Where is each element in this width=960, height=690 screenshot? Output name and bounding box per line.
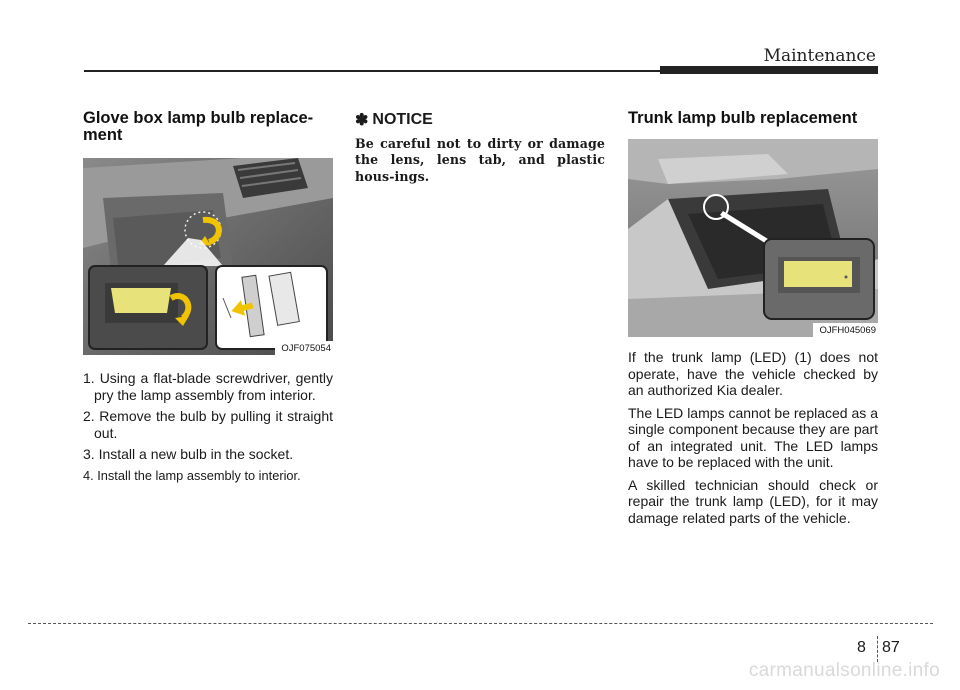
trunk-paragraphs (628, 349, 878, 526)
notice-title-label: NOTICE (372, 111, 433, 128)
list-item: 4. Install the lamp assembly to interior. (83, 467, 301, 483)
glove-box-steps (83, 370, 333, 484)
section-title: Maintenance (763, 46, 876, 66)
glove-box-illustration (83, 158, 333, 355)
glove-box-heading: Glove box lamp bulb replace-ment (83, 109, 314, 144)
trunk-paragraph: A skilled technician should check or repair the trunk lamp (LED), for it may damage related parts of the vehicle. (628, 476, 878, 526)
list-item: 3. Install a new bulb in the socket. (83, 446, 294, 462)
trunk-heading: Trunk lamp bulb replacement (628, 109, 858, 127)
list-item: 2. Remove the bulb by pulling it straight out. (83, 408, 333, 441)
trunk-paragraph: The LED lamps cannot be replaced as a single component because they are part of an integrated unit. The LED lamps have to be replaced with the unit. (628, 404, 878, 470)
glove-box-figure (83, 158, 333, 355)
list-item: 1. Using a flat-blade screwdriver, gently pry the lamp assembly from interior. (83, 370, 333, 403)
footer-rule (28, 623, 933, 624)
notice-title (355, 110, 605, 130)
chapter-number: 8 (857, 639, 866, 656)
page-number: 87 (882, 639, 900, 656)
trunk-figure-code: OJFH045069 (813, 323, 878, 337)
trunk-illustration (628, 139, 878, 337)
header-rule-thin (84, 70, 662, 72)
trunk-figure (628, 139, 878, 337)
notice-section (355, 110, 605, 185)
glove-box-section (83, 110, 333, 489)
header-rule-thick (660, 66, 878, 74)
watermark: carmanualsonline.info (748, 660, 940, 681)
glove-box-figure-code: OJF075054 (275, 341, 333, 355)
trunk-section (628, 110, 878, 532)
footer-divider (877, 636, 878, 662)
notice-star-icon: ✽ (355, 112, 369, 129)
trunk-paragraph: If the trunk lamp (LED) (1) does not operate, have the vehicle checked by an authorized Kia dealer. (628, 349, 878, 398)
notice-body: Be careful not to dirty or damage the lens, lens tab, and plastic hous-ings. (355, 136, 605, 184)
